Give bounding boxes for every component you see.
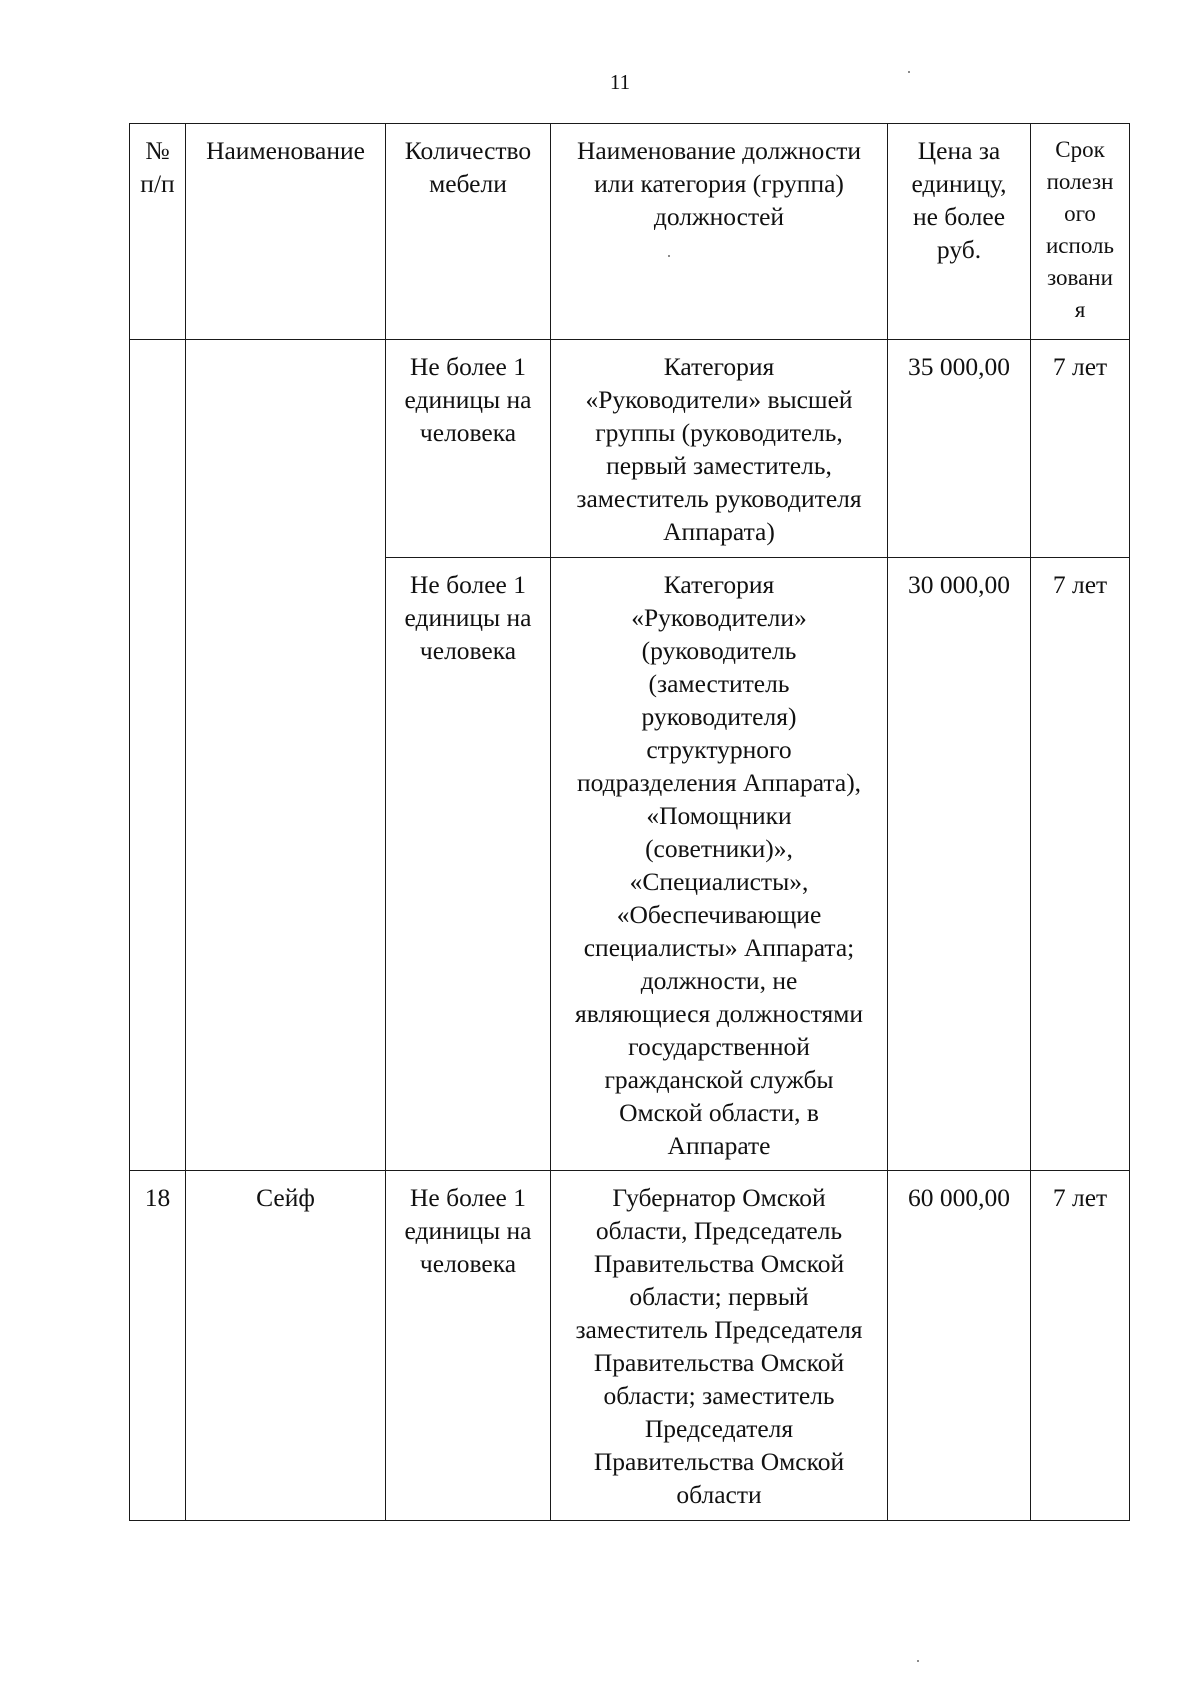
cell-price: 60 000,00 [888,1171,1031,1521]
cell-position: Губернатор Омской области, Председатель Правительства Омской области; первый заместитель Председателя Правительства Омской области; заместитель Председателя Правительства Омской области [551,1171,888,1521]
cell-position: Категория «Руководители» высшей группы (руководитель, первый заместитель, заместитель руководителя Аппарата) [551,340,888,558]
cell-term: 7 лет [1031,558,1130,1171]
cell-name: Сейф [186,1171,386,1521]
furniture-norms-table [129,123,1130,1521]
header-term: Срок полезн ого исполь зовани я [1031,124,1130,340]
scan-speck [908,71,910,73]
cell-num [130,340,186,1171]
cell-quantity: Не более 1 единицы на человека [386,558,551,1171]
scan-speck [917,1660,919,1662]
header-name: Наименование [186,124,386,340]
cell-price: 30 000,00 [888,558,1031,1171]
cell-position: Категория «Руководители» (руководитель (заместитель руководителя) структурного подразделения Аппарата), «Помощники (советники)», «Специалисты», «Обеспечивающие специалисты» Аппарата; должности, не являющиеся должностями государственной гражданской службы Омской области, в Аппарате [551,558,888,1171]
table-row [130,340,1130,558]
header-quantity: Количество мебели [386,124,551,340]
cell-price: 35 000,00 [888,340,1031,558]
header-price: Цена за единицу, не более руб. [888,124,1031,340]
table-row [130,1171,1130,1521]
cell-num: 18 [130,1171,186,1521]
table-header-row [130,124,1130,340]
cell-name [186,340,386,1171]
cell-quantity: Не более 1 единицы на человека [386,1171,551,1521]
header-position: Наименование должности или категория (группа) должностей [551,124,888,340]
header-num: № п/п [130,124,186,340]
cell-term: 7 лет [1031,340,1130,558]
cell-quantity: Не более 1 единицы на человека [386,340,551,558]
page-number: 11 [609,70,631,94]
cell-term: 7 лет [1031,1171,1130,1521]
